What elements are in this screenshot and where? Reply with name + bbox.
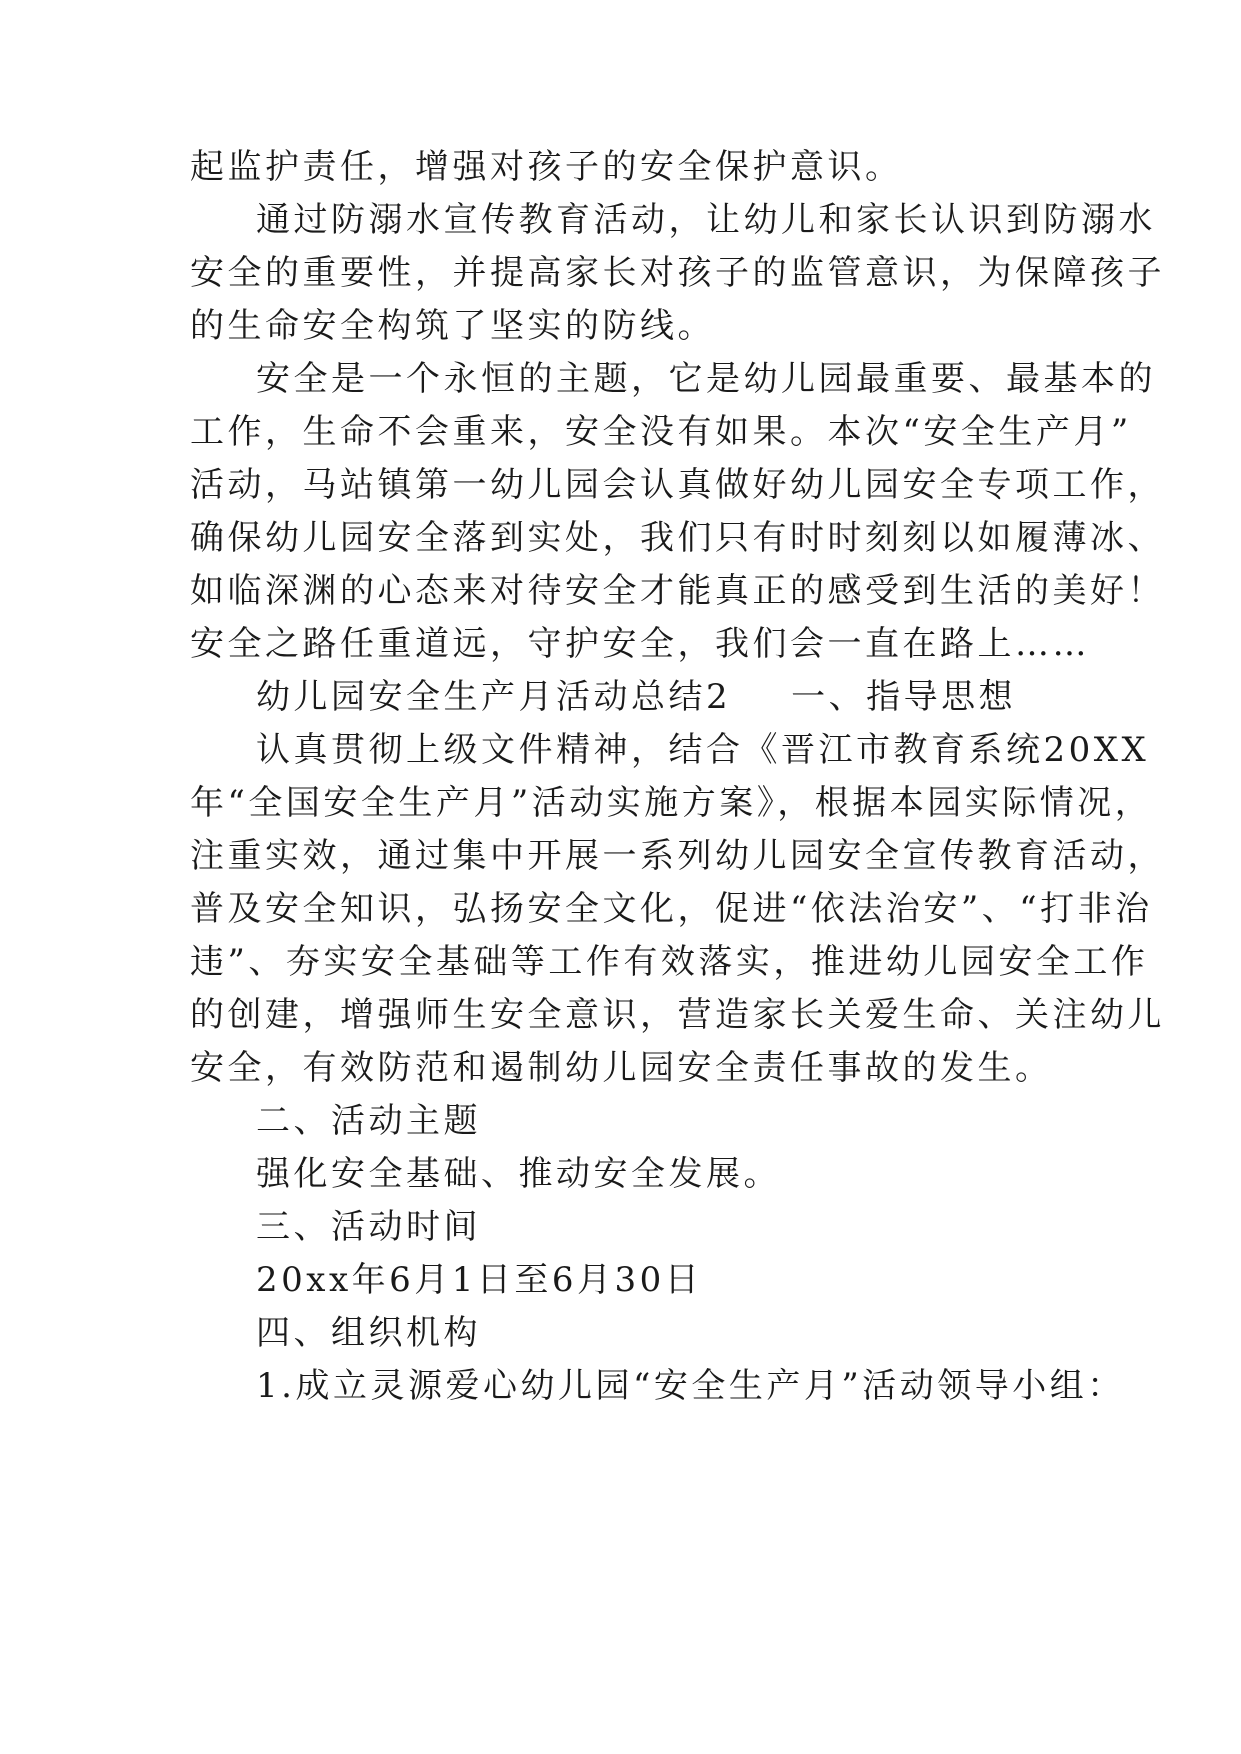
paragraph-line: 如临深渊的心态来对待安全才能真正的感受到生活的美好！ (190, 571, 1165, 611)
paragraph-line: 安全的重要性，并提高家长对孩子的监管意识，为保障孩子 (190, 253, 1165, 293)
paragraph-line: 工作，生命不会重来，安全没有如果。本次“安全生产月” (190, 412, 1132, 452)
section-heading: 四、组织机构 (256, 1313, 481, 1353)
paragraph-line: 安全，有效防范和遏制幼儿园安全责任事故的发生。 (190, 1048, 1053, 1088)
paragraph-line: 强化安全基础、推动安全发展。 (256, 1154, 781, 1194)
paragraph-line: 通过防溺水宣传教育活动，让幼儿和家长认识到防溺水 (256, 200, 1156, 240)
section-heading-line (256, 677, 1016, 717)
paragraph-line: 起监护责任，增强对孩子的安全保护意识。 (190, 147, 903, 187)
date-range-line: 20xx年6月1日至6月30日 (256, 1260, 703, 1300)
paragraph-line: 违”、夯实安全基础等工作有效落实，推进幼儿园安全工作 (190, 942, 1149, 982)
section-heading: 一、指导思想 (791, 677, 1017, 717)
paragraph-line: 活动，马站镇第一幼儿园会认真做好幼儿园安全专项工作， (190, 465, 1165, 505)
section-heading: 三、活动时间 (256, 1207, 481, 1247)
document-subtitle: 幼儿园安全生产月活动总结2 (256, 677, 732, 717)
numbered-list-item: 1.成立灵源爱心幼儿园“安全生产月”活动领导小组： (256, 1366, 1125, 1406)
paragraph-line: 注重实效，通过集中开展一系列幼儿园安全宣传教育活动， (190, 836, 1165, 876)
paragraph-line: 普及安全知识，弘扬安全文化，促进“依法治安”、“打非治 (190, 889, 1153, 929)
paragraph-line: 认真贯彻上级文件精神，结合《晋江市教育系统20XX (256, 730, 1150, 770)
paragraph-line: 安全是一个永恒的主题，它是幼儿园最重要、最基本的 (256, 359, 1156, 399)
paragraph-line: 安全之路任重道远，守护安全，我们会一直在路上…… (190, 624, 1090, 664)
section-heading: 二、活动主题 (256, 1101, 481, 1141)
paragraph-line: 确保幼儿园安全落到实处，我们只有时时刻刻以如履薄冰、 (190, 518, 1165, 558)
paragraph-line: 年“全国安全生产月”活动实施方案》，根据本园实际情况， (190, 783, 1153, 823)
paragraph-line: 的创建，增强师生安全意识，营造家长关爱生命、关注幼儿 (190, 995, 1165, 1035)
paragraph-line: 的生命安全构筑了坚实的防线。 (190, 306, 715, 346)
